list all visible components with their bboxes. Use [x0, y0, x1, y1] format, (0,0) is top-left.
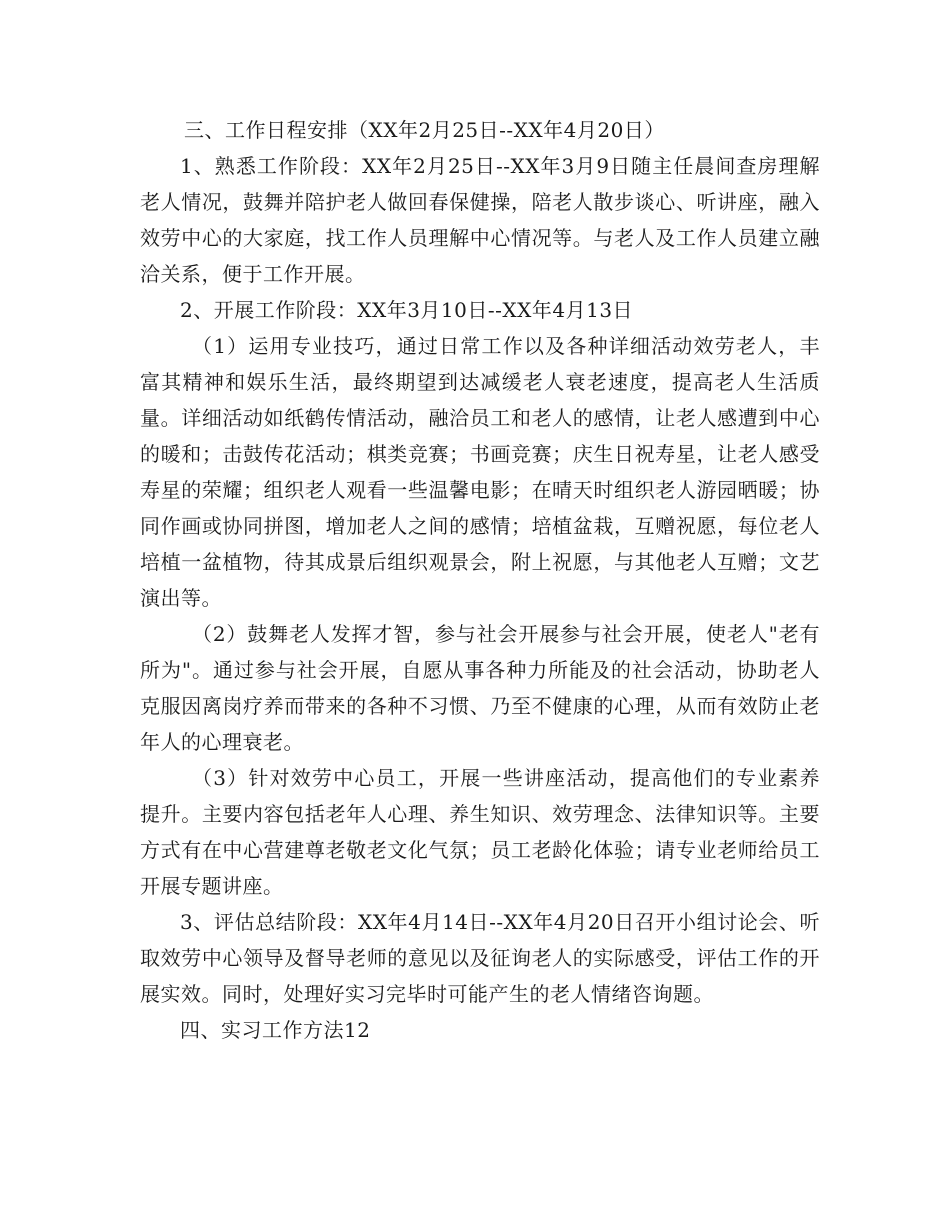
item-1-paragraph: （1）运用专业技巧，通过日常工作以及各种详细活动效劳老人，丰富其精神和娱乐生活，最终期望到达减缓老人衰老速度，提高老人生活质量。详细活动如纸鹤传情活动，融洽员工和老人的感情，让老人感遭到中心的暖和；击鼓传花活动；棋类竞赛；书画竞赛；庆生日祝寿星，让老人感受寿星的荣耀；组织老人观看一些温馨电影；在晴天时组织老人游园晒暖；协同作画或协同拼图，增加老人之间的感情；培植盆栽，互赠祝愿，每位老人培植一盆植物，待其成景后组织观景会，附上祝愿，与其他老人互赠；文艺演出等。	[140, 334, 820, 610]
stage-2-heading: 2、开展工作阶段：XX年3月10日--XX年4月13日	[180, 298, 634, 322]
stage-3-paragraph: 3、评估总结阶段：XX年4月14日--XX年4月20日召开小组讨论会、听取效劳中心领导及督导老师的意见以及征询老人的实际感受，评估工作的开展实效。同时，处理好实习完毕时可能产生的老人情绪咨询题。	[140, 910, 820, 1006]
item-2-paragraph: （2）鼓舞老人发挥才智，参与社会开展参与社会开展，使老人"老有所为"。通过参与社会开展，自愿从事各种力所能及的社会活动，协助老人克服因离岗疗养而带来的各种不习惯、乃至不健康的心理，从而有效防止老年人的心理衰老。	[140, 622, 820, 754]
section-3-heading: 三、工作日程安排（XX年2月25日--XX年4月20日）	[184, 118, 665, 142]
document-body	[140, 112, 820, 1048]
item-3-paragraph: （3）针对效劳中心员工，开展一些讲座活动，提高他们的专业素养提升。主要内容包括老年人心理、养生知识、效劳理念、法律知识等。主要方式有在中心营建尊老敬老文化气氛；员工老龄化体验；请专业老师给员工开展专题讲座。	[140, 766, 820, 898]
section-4-heading: 四、实习工作方法12	[180, 1018, 371, 1042]
stage-1-paragraph: 1、熟悉工作阶段：XX年2月25日--XX年3月9日随主任晨间查房理解老人情况，鼓舞并陪护老人做回春保健操，陪老人散步谈心、听讲座，融入效劳中心的大家庭，找工作人员理解中心情况等。与老人及工作人员建立融洽关系，便于工作开展。	[140, 154, 820, 286]
